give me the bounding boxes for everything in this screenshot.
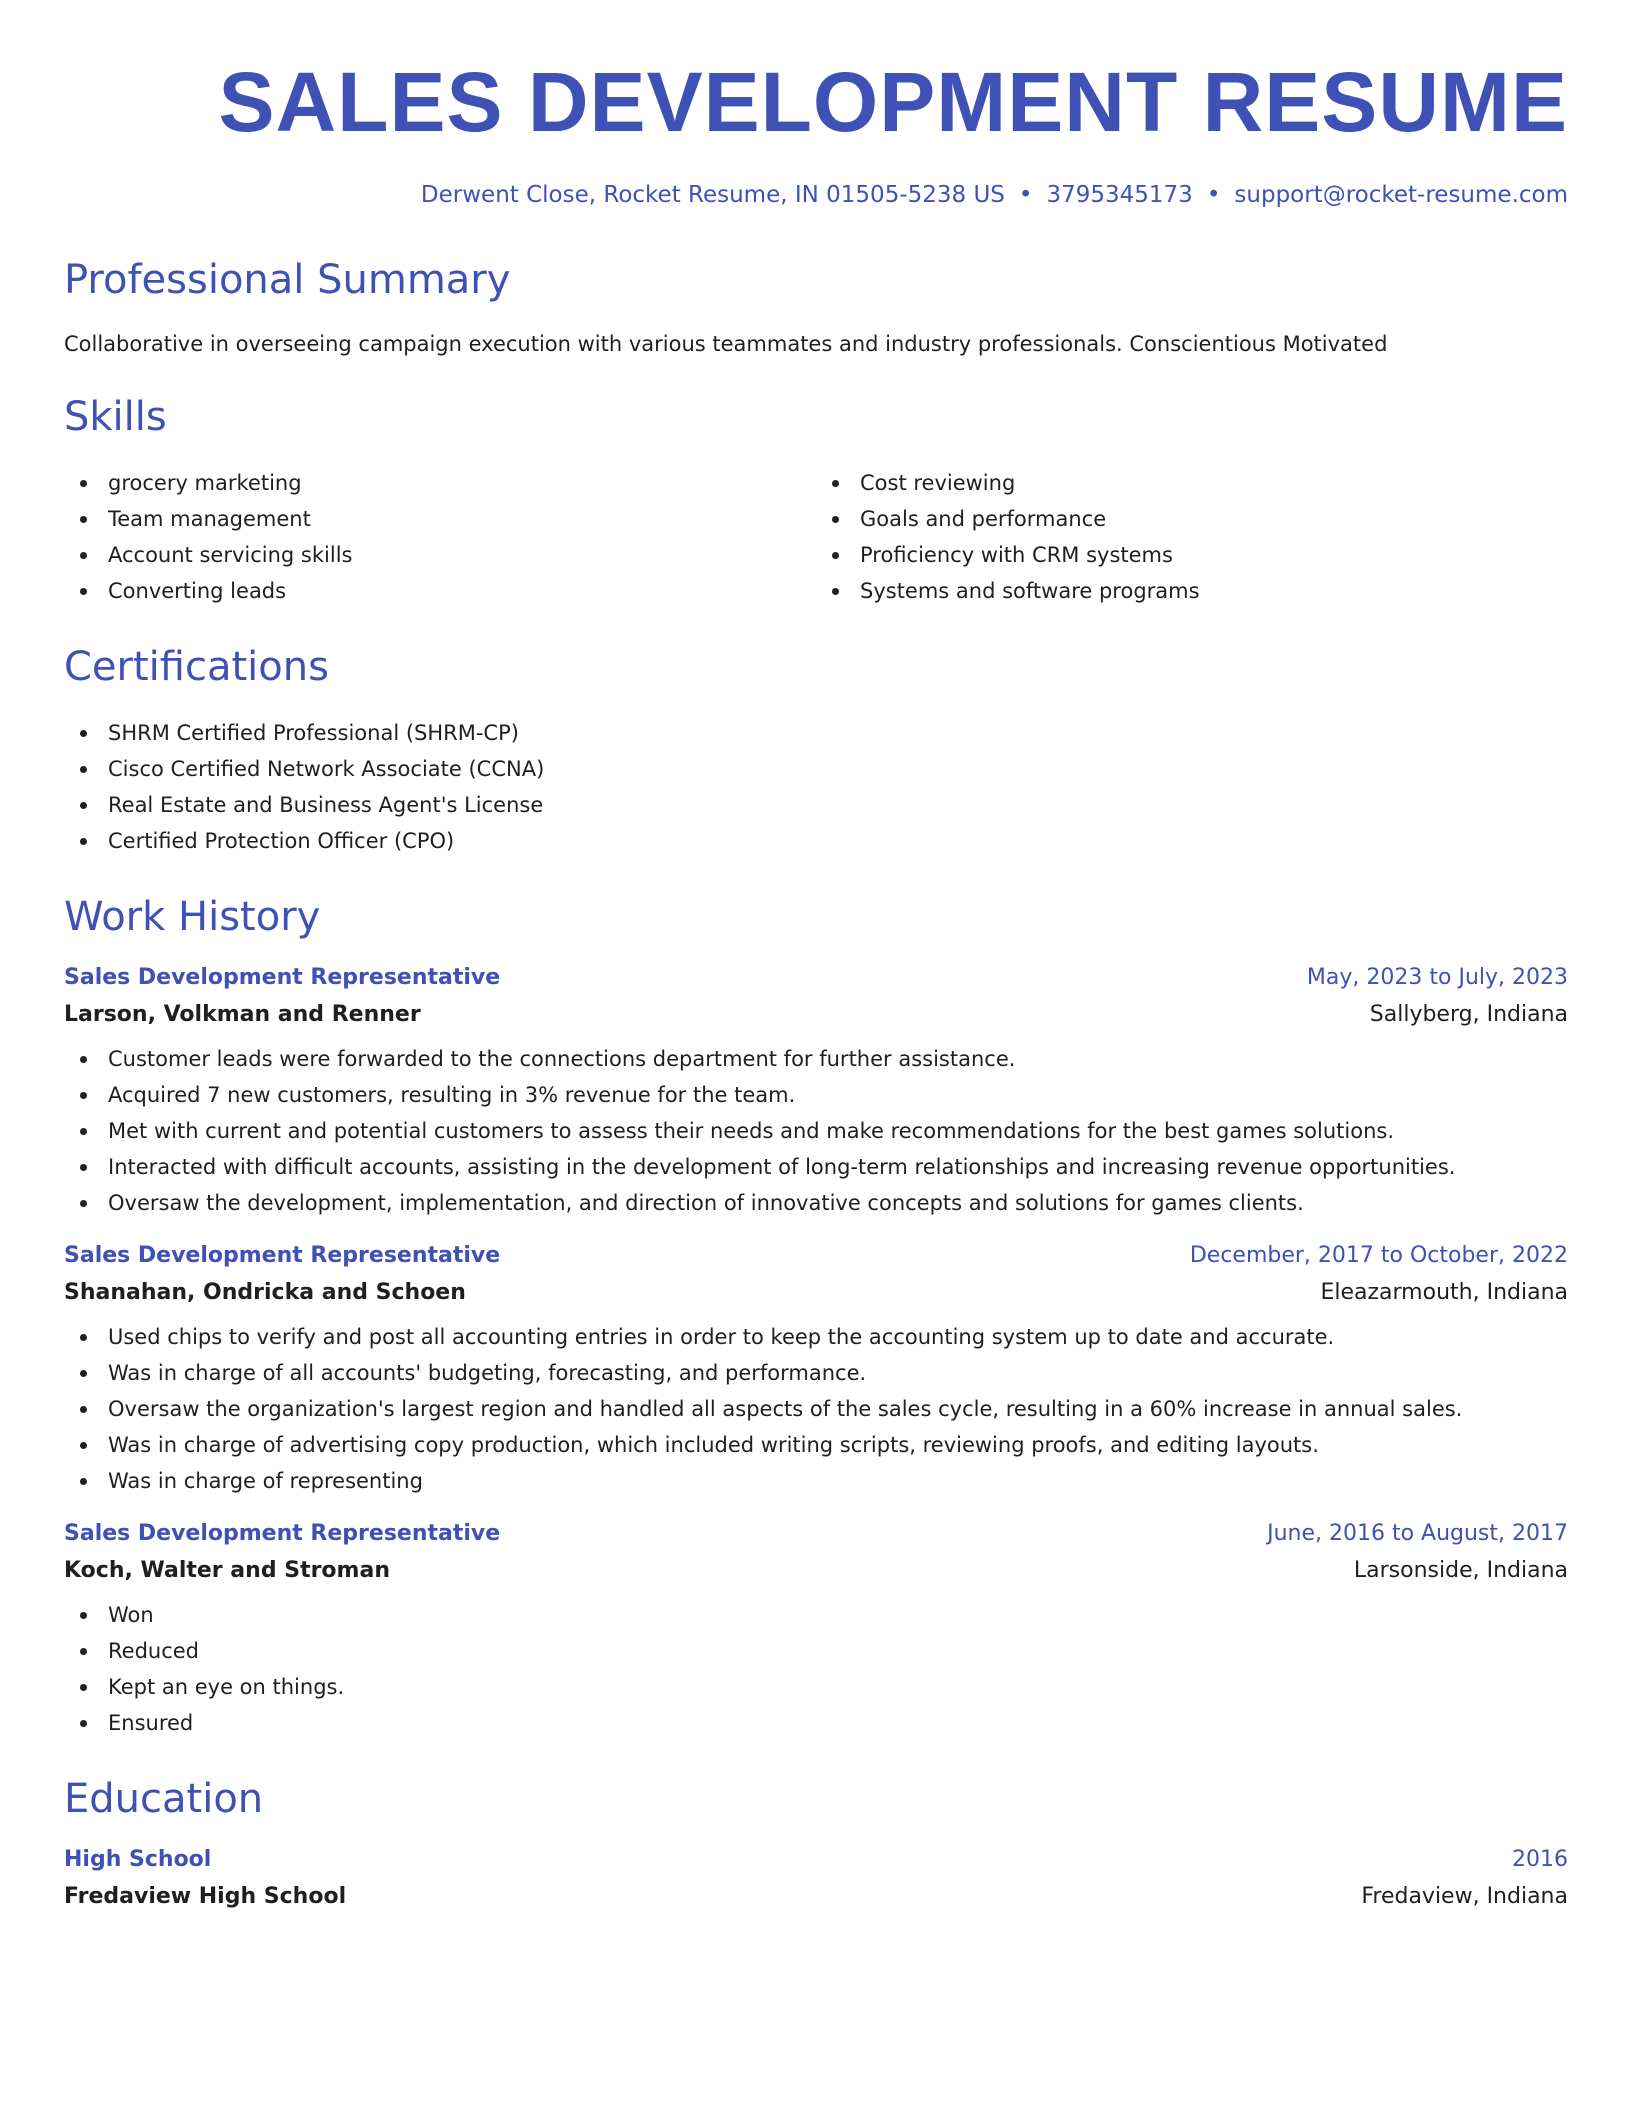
education-year: 2016 [1512, 1847, 1568, 1873]
job-header-row [64, 1521, 1568, 1546]
skills-grid [64, 441, 1568, 609]
summary-text: Collaborative in overseeing campaign execution with various teammates and industry professionals. Conscientious Motivated [64, 332, 1388, 356]
skill-item: Systems and software programs [816, 573, 1568, 609]
education-entry [64, 1847, 1568, 1909]
certifications-heading: Certifications [64, 644, 329, 691]
education-section [64, 1775, 1568, 1909]
job-bullet: Customer leads were forwarded to the connections department for further assistance. [64, 1041, 1568, 1077]
job-bullet: Acquired 7 new customers, resulting in 3% revenue for the team. [64, 1077, 1568, 1113]
job-bullet: Interacted with difficult accounts, assisting in the development of long-term relationships and increasing revenue opportunities. [64, 1149, 1568, 1185]
job-company: Larson, Volkman and Renner [64, 1002, 421, 1028]
job-bullet: Was in charge of all accounts' budgeting, forecasting, and performance. [64, 1355, 1568, 1391]
job-bullet: Met with current and potential customers to assess their needs and make recommendations for the best games solutions. [64, 1113, 1568, 1149]
separator-dot: • [1206, 182, 1221, 208]
education-header-row [64, 1847, 1568, 1872]
job-company: Shanahan, Ondricka and Schoen [64, 1280, 466, 1306]
skill-item: Team management [64, 501, 816, 537]
job-entry [64, 965, 1568, 1221]
job-bullet: Used chips to verify and post all accounting entries in order to keep the accounting system up to date and accurate. [64, 1319, 1568, 1355]
contact-email[interactable]: support@rocket-resume.com [1234, 182, 1568, 208]
certification-item: Certified Protection Officer (CPO) [64, 823, 1568, 859]
skill-item: Cost reviewing [816, 465, 1568, 501]
job-role: Sales Development Representative [64, 1521, 501, 1547]
certification-item: Cisco Certified Network Associate (CCNA) [64, 751, 1568, 787]
job-bullet: Won [64, 1597, 1568, 1633]
skill-item: Account servicing skills [64, 537, 816, 573]
job-bullet: Was in charge of advertising copy production, which included writing scripts, reviewing proofs, and editing layouts. [64, 1427, 1568, 1463]
separator-dot: • [1018, 182, 1033, 208]
job-location: Sallyberg, Indiana [1369, 1002, 1568, 1028]
job-bullet: Ensured [64, 1705, 1568, 1741]
education-heading: Education [64, 1776, 264, 1823]
contact-phone: 3795345173 [1046, 182, 1193, 208]
job-company-row [64, 1558, 1568, 1583]
job-entry [64, 1243, 1568, 1499]
education-location: Fredaview, Indiana [1361, 1884, 1568, 1910]
skills-list-left [64, 465, 816, 609]
certifications-section [64, 643, 1568, 859]
education-school-row [64, 1884, 1568, 1909]
summary-heading: Professional Summary [64, 257, 511, 303]
job-bullet: Oversaw the development, implementation, and direction of innovative concepts and solutions for games clients. [64, 1185, 1568, 1221]
job-dates: June, 2016 to August, 2017 [1267, 1521, 1568, 1547]
job-dates: December, 2017 to October, 2022 [1189, 1243, 1568, 1269]
job-bullet: Oversaw the organization's largest region and handled all aspects of the sales cycle, resulting in a 60% increase in annual sales. [64, 1391, 1568, 1427]
certifications-list [64, 715, 1568, 859]
skills-section [64, 393, 1568, 609]
skills-list-right [816, 465, 1568, 609]
job-bullets [64, 1041, 1568, 1221]
job-header-row [64, 965, 1568, 990]
education-school: Fredaview High School [64, 1884, 347, 1910]
page-title: SALES DEVELOPMENT RESUME [218, 55, 1568, 149]
job-bullet: Kept an eye on things. [64, 1669, 1568, 1705]
job-bullets [64, 1597, 1568, 1741]
contact-line [64, 182, 1568, 208]
certification-item: SHRM Certified Professional (SHRM-CP) [64, 715, 1568, 751]
certification-item: Real Estate and Business Agent's License [64, 787, 1568, 823]
skill-item: Proficiency with CRM systems [816, 537, 1568, 573]
job-company: Koch, Walter and Stroman [64, 1558, 390, 1584]
summary-section [64, 256, 1568, 359]
job-bullets [64, 1319, 1568, 1499]
job-header-row [64, 1243, 1568, 1268]
education-degree: High School [64, 1847, 212, 1873]
work-history-heading: Work History [64, 894, 321, 941]
job-dates: May, 2023 to July, 2023 [1306, 965, 1568, 991]
job-location: Larsonside, Indiana [1353, 1558, 1568, 1584]
job-role: Sales Development Representative [64, 965, 501, 991]
job-location: Eleazarmouth, Indiana [1320, 1280, 1568, 1306]
contact-address: Derwent Close, Rocket Resume, IN 01505-5238 US [420, 182, 1005, 208]
skill-item: grocery marketing [64, 465, 816, 501]
job-company-row [64, 1002, 1568, 1027]
skill-item: Converting leads [64, 573, 816, 609]
work-history-section [64, 893, 1568, 1741]
job-company-row [64, 1280, 1568, 1305]
job-bullet: Was in charge of representing [64, 1463, 1568, 1499]
job-bullet: Reduced [64, 1633, 1568, 1669]
skills-heading: Skills [64, 394, 167, 441]
job-role: Sales Development Representative [64, 1243, 501, 1269]
job-entry [64, 1521, 1568, 1741]
skill-item: Goals and performance [816, 501, 1568, 537]
